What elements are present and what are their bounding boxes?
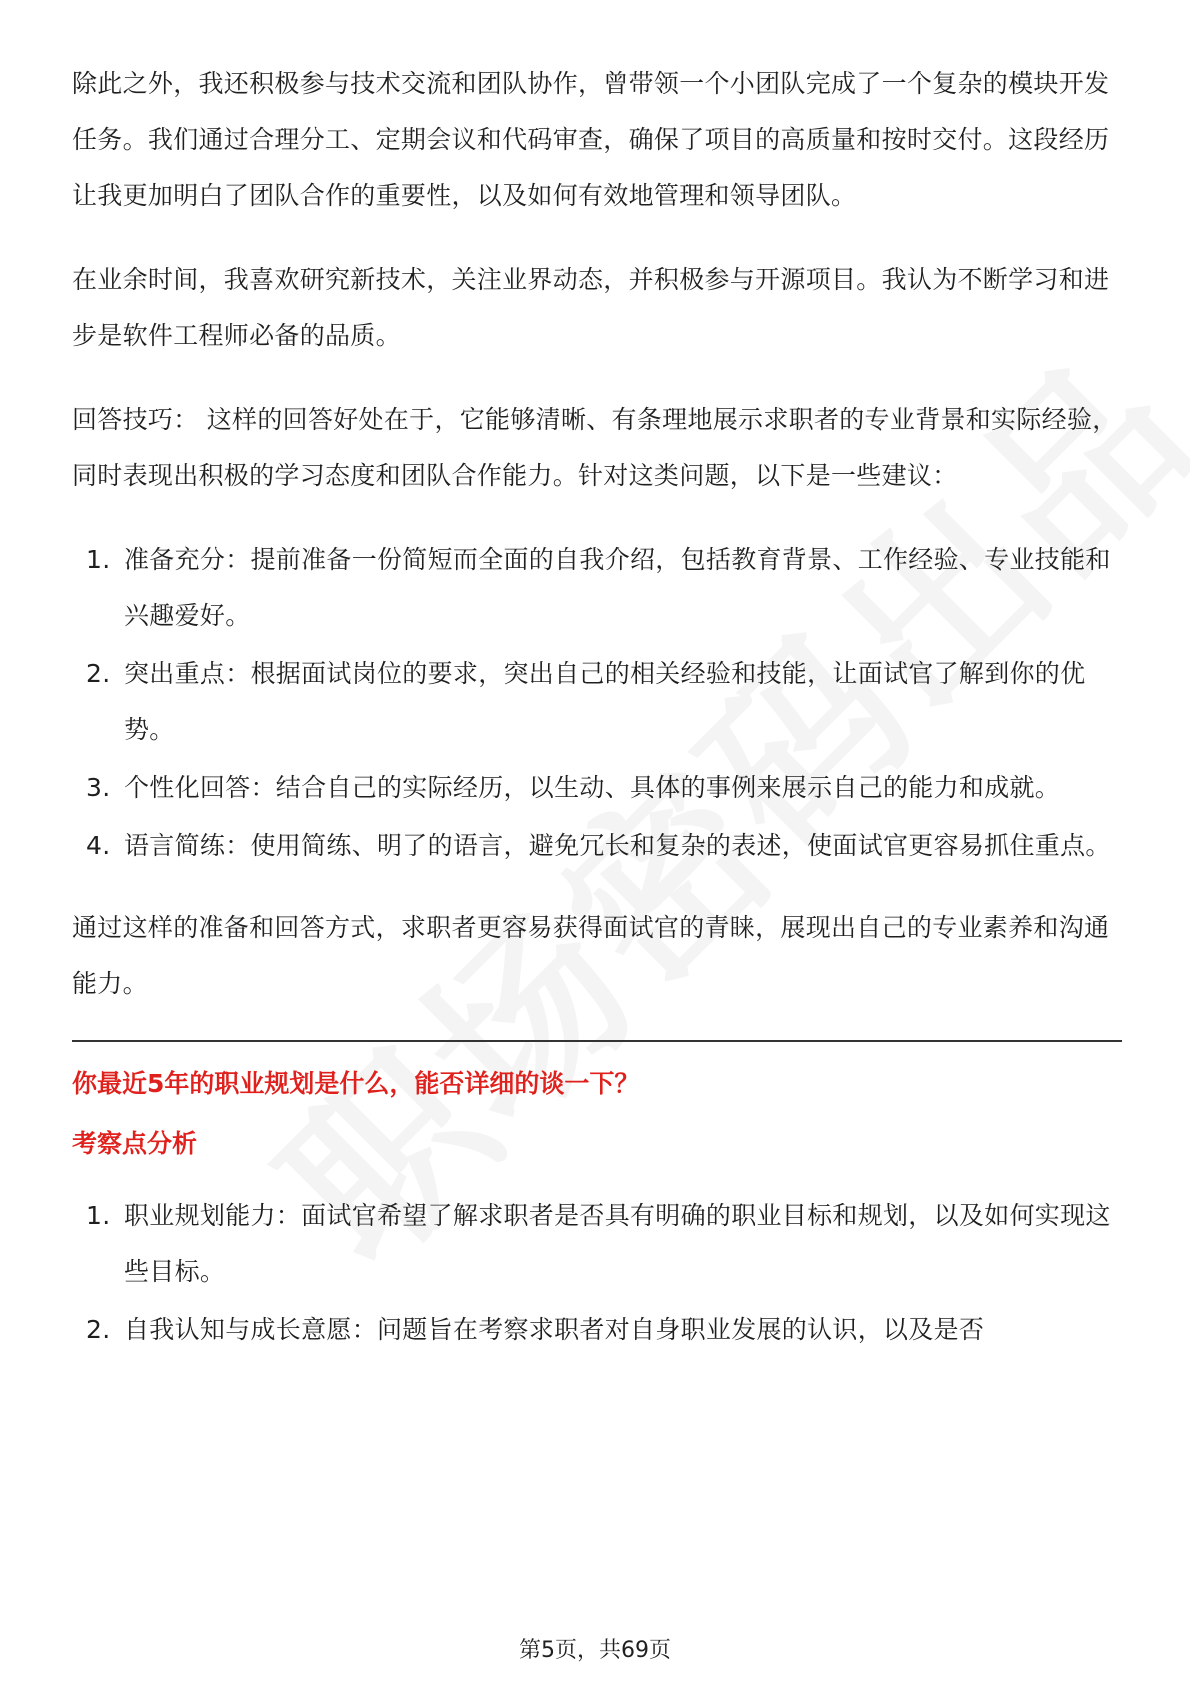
page-content bbox=[72, 56, 1122, 1384]
list-number: 1. bbox=[86, 1201, 111, 1230]
list-item bbox=[72, 1188, 1122, 1300]
paragraph-answer-tips: 回答技巧： 这样的回答好处在于，它能够清晰、有条理地展示求职者的专业背景和实际经验，同时表现出积极的学习态度和团队合作能力。针对这类问题，以下是一些建议： bbox=[72, 405, 1118, 490]
paragraph-team-experience: 除此之外，我还积极参与技术交流和团队协作，曾带领一个小团队完成了一个复杂的模块开发任务。我们通过合理分工、定期会议和代码审查，确保了项目的高质量和按时交付。这段经历让我更加明白了团队合作的重要性，以及如何有效地管理和领导团队。 bbox=[72, 69, 1110, 210]
list-item bbox=[72, 646, 1122, 758]
list-number: 1. bbox=[86, 545, 111, 574]
list-item bbox=[72, 532, 1122, 644]
list-item bbox=[72, 760, 1122, 816]
list-item-text: 语言简练：使用简练、明了的语言，避免冗长和复杂的表述，使面试官更容易抓住重点。 bbox=[124, 831, 1111, 860]
section-divider bbox=[72, 1040, 1122, 1042]
list-item bbox=[72, 1302, 1122, 1358]
list-number: 2. bbox=[86, 659, 111, 688]
list-item bbox=[72, 818, 1122, 874]
page-footer: 第5页，共69页 bbox=[519, 1638, 671, 1663]
list-number: 3. bbox=[86, 773, 111, 802]
tips-list bbox=[72, 532, 1122, 874]
list-item-text: 个性化回答：结合自己的实际经历，以生动、具体的事例来展示自己的能力和成就。 bbox=[124, 773, 1061, 802]
list-number: 4. bbox=[86, 831, 111, 860]
paragraph-spare-time: 在业余时间，我喜欢研究新技术，关注业界动态，并积极参与开源项目。我认为不断学习和进步是软件工程师必备的品质。 bbox=[72, 265, 1110, 350]
paragraph-closing: 通过这样的准备和回答方式，求职者更容易获得面试官的青睐，展现出自己的专业素养和沟通能力。 bbox=[72, 913, 1110, 998]
analysis-list bbox=[72, 1188, 1122, 1358]
list-item-text: 职业规划能力：面试官希望了解求职者是否具有明确的职业目标和规划，以及如何实现这些目标。 bbox=[124, 1201, 1111, 1286]
list-item-text: 自我认知与成长意愿：问题旨在考察求职者对自身职业发展的认识，以及是否 bbox=[124, 1315, 985, 1344]
analysis-heading: 考察点分析 bbox=[72, 1129, 198, 1158]
list-number: 2. bbox=[86, 1315, 111, 1344]
question-heading: 你最近5年的职业规划是什么，能否详细的谈一下？ bbox=[72, 1069, 640, 1098]
list-item-text: 准备充分：提前准备一份简短而全面的自我介绍，包括教育背景、工作经验、专业技能和兴趣爱好。 bbox=[124, 545, 1111, 630]
list-item-text: 突出重点：根据面试岗位的要求，突出自己的相关经验和技能，让面试官了解到你的优势。 bbox=[124, 659, 1086, 744]
